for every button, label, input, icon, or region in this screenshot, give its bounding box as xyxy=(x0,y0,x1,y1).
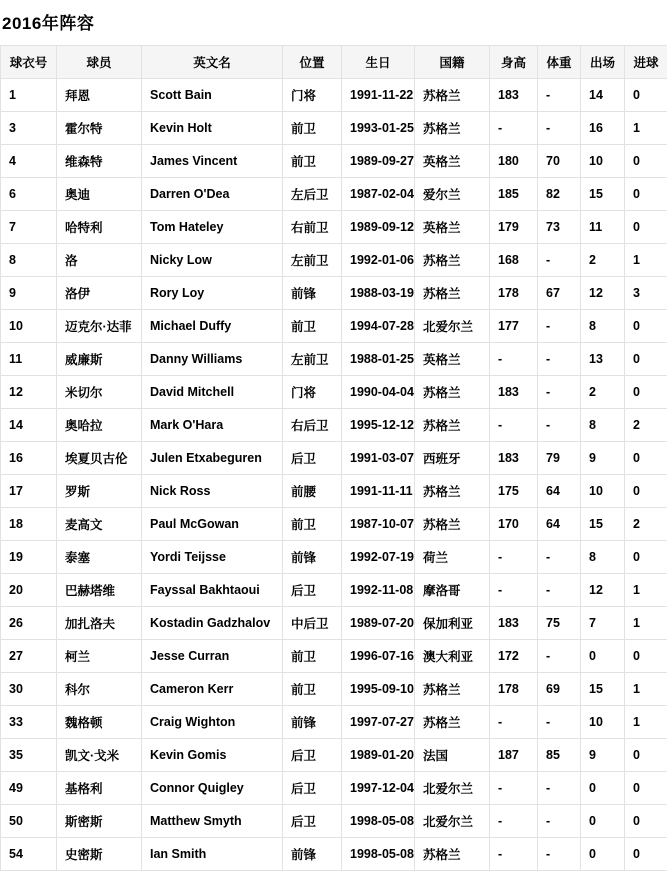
cell-en: Jesse Curran xyxy=(142,640,283,673)
header-row xyxy=(1,46,667,79)
cell-pos: 前卫 xyxy=(283,640,342,673)
cell-apps: 2 xyxy=(581,244,625,277)
cell-apps: 9 xyxy=(581,442,625,475)
cell-en: Kevin Gomis xyxy=(142,739,283,772)
cell-goals: 1 xyxy=(625,706,667,739)
cell-goals: 0 xyxy=(625,838,667,871)
cell-weight: 79 xyxy=(538,442,581,475)
table-row xyxy=(1,310,667,343)
cell-name: 基格利 xyxy=(57,772,142,805)
cell-name: 斯密斯 xyxy=(57,805,142,838)
table-row xyxy=(1,706,667,739)
cell-height: 180 xyxy=(490,145,538,178)
cell-weight: - xyxy=(538,772,581,805)
cell-dob: 1992-01-06 xyxy=(342,244,415,277)
table-row xyxy=(1,277,667,310)
cell-no: 17 xyxy=(1,475,57,508)
cell-weight: 67 xyxy=(538,277,581,310)
cell-dob: 1991-11-11 xyxy=(342,475,415,508)
table-row xyxy=(1,640,667,673)
cell-en: Tom Hateley xyxy=(142,211,283,244)
cell-name: 魏格顿 xyxy=(57,706,142,739)
table-row xyxy=(1,79,667,112)
cell-pos: 左前卫 xyxy=(283,244,342,277)
cell-goals: 0 xyxy=(625,541,667,574)
column-header-no: 球衣号 xyxy=(1,46,57,79)
cell-en: Craig Wighton xyxy=(142,706,283,739)
cell-goals: 1 xyxy=(625,574,667,607)
cell-goals: 2 xyxy=(625,508,667,541)
table-row xyxy=(1,574,667,607)
cell-goals: 0 xyxy=(625,640,667,673)
cell-pos: 后卫 xyxy=(283,739,342,772)
cell-en: James Vincent xyxy=(142,145,283,178)
cell-dob: 1987-02-04 xyxy=(342,178,415,211)
cell-height: 185 xyxy=(490,178,538,211)
cell-goals: 0 xyxy=(625,772,667,805)
cell-apps: 11 xyxy=(581,211,625,244)
squad-table xyxy=(0,45,667,871)
column-header-en: 英文名 xyxy=(142,46,283,79)
cell-dob: 1989-09-27 xyxy=(342,145,415,178)
cell-dob: 1998-05-08 xyxy=(342,838,415,871)
cell-nat: 保加利亚 xyxy=(415,607,490,640)
cell-goals: 1 xyxy=(625,673,667,706)
cell-height: - xyxy=(490,805,538,838)
cell-weight: - xyxy=(538,640,581,673)
cell-apps: 10 xyxy=(581,706,625,739)
cell-weight: - xyxy=(538,805,581,838)
cell-nat: 摩洛哥 xyxy=(415,574,490,607)
cell-name: 米切尔 xyxy=(57,376,142,409)
cell-no: 18 xyxy=(1,508,57,541)
cell-goals: 0 xyxy=(625,805,667,838)
cell-height: 170 xyxy=(490,508,538,541)
cell-nat: 法国 xyxy=(415,739,490,772)
cell-no: 26 xyxy=(1,607,57,640)
cell-apps: 0 xyxy=(581,640,625,673)
table-row xyxy=(1,178,667,211)
cell-no: 10 xyxy=(1,310,57,343)
cell-pos: 前锋 xyxy=(283,277,342,310)
cell-no: 20 xyxy=(1,574,57,607)
cell-dob: 1988-03-19 xyxy=(342,277,415,310)
table-row xyxy=(1,508,667,541)
cell-pos: 门将 xyxy=(283,79,342,112)
cell-pos: 前卫 xyxy=(283,508,342,541)
cell-height: - xyxy=(490,706,538,739)
cell-goals: 0 xyxy=(625,376,667,409)
cell-no: 33 xyxy=(1,706,57,739)
cell-nat: 爱尔兰 xyxy=(415,178,490,211)
cell-no: 6 xyxy=(1,178,57,211)
cell-en: Matthew Smyth xyxy=(142,805,283,838)
cell-pos: 前锋 xyxy=(283,706,342,739)
cell-dob: 1992-11-08 xyxy=(342,574,415,607)
table-row xyxy=(1,673,667,706)
cell-name: 奥迪 xyxy=(57,178,142,211)
cell-nat: 苏格兰 xyxy=(415,706,490,739)
cell-no: 35 xyxy=(1,739,57,772)
cell-apps: 2 xyxy=(581,376,625,409)
cell-goals: 0 xyxy=(625,145,667,178)
cell-en: David Mitchell xyxy=(142,376,283,409)
cell-nat: 苏格兰 xyxy=(415,838,490,871)
cell-name: 加扎洛夫 xyxy=(57,607,142,640)
cell-en: Darren O'Dea xyxy=(142,178,283,211)
table-row xyxy=(1,838,667,871)
cell-height: - xyxy=(490,409,538,442)
cell-no: 1 xyxy=(1,79,57,112)
cell-name: 哈特利 xyxy=(57,211,142,244)
cell-pos: 前锋 xyxy=(283,838,342,871)
cell-weight: - xyxy=(538,112,581,145)
cell-en: Cameron Kerr xyxy=(142,673,283,706)
cell-en: Ian Smith xyxy=(142,838,283,871)
cell-nat: 苏格兰 xyxy=(415,475,490,508)
cell-apps: 15 xyxy=(581,178,625,211)
column-header-pos: 位置 xyxy=(283,46,342,79)
column-header-dob: 生日 xyxy=(342,46,415,79)
cell-en: Connor Quigley xyxy=(142,772,283,805)
cell-weight: 85 xyxy=(538,739,581,772)
cell-no: 11 xyxy=(1,343,57,376)
cell-pos: 前卫 xyxy=(283,112,342,145)
cell-name: 凯文·戈米 xyxy=(57,739,142,772)
table-row xyxy=(1,475,667,508)
table-row xyxy=(1,244,667,277)
cell-pos: 左后卫 xyxy=(283,178,342,211)
cell-no: 30 xyxy=(1,673,57,706)
cell-nat: 苏格兰 xyxy=(415,277,490,310)
table-row xyxy=(1,739,667,772)
cell-apps: 16 xyxy=(581,112,625,145)
cell-pos: 后卫 xyxy=(283,574,342,607)
cell-name: 拜恩 xyxy=(57,79,142,112)
cell-apps: 8 xyxy=(581,409,625,442)
table-row xyxy=(1,772,667,805)
cell-name: 史密斯 xyxy=(57,838,142,871)
cell-pos: 右后卫 xyxy=(283,409,342,442)
cell-apps: 9 xyxy=(581,739,625,772)
cell-height: - xyxy=(490,343,538,376)
cell-apps: 10 xyxy=(581,475,625,508)
cell-en: Yordi Teijsse xyxy=(142,541,283,574)
cell-goals: 1 xyxy=(625,244,667,277)
cell-goals: 0 xyxy=(625,79,667,112)
cell-weight: 73 xyxy=(538,211,581,244)
cell-pos: 前锋 xyxy=(283,541,342,574)
cell-nat: 荷兰 xyxy=(415,541,490,574)
cell-goals: 0 xyxy=(625,343,667,376)
cell-goals: 0 xyxy=(625,475,667,508)
column-header-weight: 体重 xyxy=(538,46,581,79)
table-row xyxy=(1,805,667,838)
cell-no: 8 xyxy=(1,244,57,277)
cell-name: 威廉斯 xyxy=(57,343,142,376)
cell-dob: 1997-12-04 xyxy=(342,772,415,805)
cell-dob: 1987-10-07 xyxy=(342,508,415,541)
cell-weight: 82 xyxy=(538,178,581,211)
cell-pos: 后卫 xyxy=(283,442,342,475)
cell-goals: 0 xyxy=(625,442,667,475)
cell-en: Rory Loy xyxy=(142,277,283,310)
cell-weight: 70 xyxy=(538,145,581,178)
table-row xyxy=(1,112,667,145)
cell-height: - xyxy=(490,541,538,574)
cell-name: 泰塞 xyxy=(57,541,142,574)
cell-no: 7 xyxy=(1,211,57,244)
cell-goals: 0 xyxy=(625,739,667,772)
column-header-name: 球员 xyxy=(57,46,142,79)
cell-dob: 1994-07-28 xyxy=(342,310,415,343)
cell-pos: 前卫 xyxy=(283,145,342,178)
cell-height: 178 xyxy=(490,673,538,706)
cell-height: - xyxy=(490,112,538,145)
cell-name: 维森特 xyxy=(57,145,142,178)
cell-en: Kostadin Gadzhalov xyxy=(142,607,283,640)
cell-dob: 1998-05-08 xyxy=(342,805,415,838)
cell-weight: - xyxy=(538,79,581,112)
cell-en: Nicky Low xyxy=(142,244,283,277)
cell-en: Julen Etxabeguren xyxy=(142,442,283,475)
cell-dob: 1995-09-10 xyxy=(342,673,415,706)
cell-height: 183 xyxy=(490,607,538,640)
cell-height: 179 xyxy=(490,211,538,244)
cell-no: 27 xyxy=(1,640,57,673)
cell-name: 迈克尔·达菲 xyxy=(57,310,142,343)
cell-en: Danny Williams xyxy=(142,343,283,376)
cell-name: 巴赫塔维 xyxy=(57,574,142,607)
cell-weight: - xyxy=(538,409,581,442)
cell-dob: 1991-11-22 xyxy=(342,79,415,112)
cell-nat: 北爱尔兰 xyxy=(415,772,490,805)
cell-name: 奥哈拉 xyxy=(57,409,142,442)
cell-pos: 前腰 xyxy=(283,475,342,508)
cell-height: 172 xyxy=(490,640,538,673)
cell-dob: 1991-03-07 xyxy=(342,442,415,475)
cell-height: 183 xyxy=(490,79,538,112)
cell-dob: 1992-07-19 xyxy=(342,541,415,574)
cell-height: 183 xyxy=(490,442,538,475)
cell-height: 175 xyxy=(490,475,538,508)
table-row xyxy=(1,409,667,442)
cell-apps: 8 xyxy=(581,541,625,574)
cell-no: 9 xyxy=(1,277,57,310)
cell-apps: 0 xyxy=(581,805,625,838)
cell-weight: - xyxy=(538,706,581,739)
cell-weight: 69 xyxy=(538,673,581,706)
cell-apps: 0 xyxy=(581,838,625,871)
cell-height: 187 xyxy=(490,739,538,772)
cell-name: 洛伊 xyxy=(57,277,142,310)
cell-no: 49 xyxy=(1,772,57,805)
cell-name: 洛 xyxy=(57,244,142,277)
cell-goals: 2 xyxy=(625,409,667,442)
cell-no: 12 xyxy=(1,376,57,409)
page-title: 2016年阵容 xyxy=(0,0,667,34)
cell-goals: 0 xyxy=(625,310,667,343)
table-row xyxy=(1,145,667,178)
table-row xyxy=(1,211,667,244)
cell-dob: 1995-12-12 xyxy=(342,409,415,442)
cell-name: 罗斯 xyxy=(57,475,142,508)
cell-name: 柯兰 xyxy=(57,640,142,673)
cell-apps: 8 xyxy=(581,310,625,343)
cell-no: 4 xyxy=(1,145,57,178)
cell-apps: 10 xyxy=(581,145,625,178)
cell-nat: 苏格兰 xyxy=(415,112,490,145)
cell-goals: 1 xyxy=(625,607,667,640)
cell-nat: 苏格兰 xyxy=(415,409,490,442)
cell-goals: 3 xyxy=(625,277,667,310)
cell-pos: 左前卫 xyxy=(283,343,342,376)
cell-pos: 后卫 xyxy=(283,772,342,805)
cell-weight: 64 xyxy=(538,475,581,508)
cell-pos: 前卫 xyxy=(283,310,342,343)
cell-dob: 1989-01-20 xyxy=(342,739,415,772)
cell-dob: 1993-01-25 xyxy=(342,112,415,145)
table-row xyxy=(1,343,667,376)
cell-weight: - xyxy=(538,343,581,376)
cell-dob: 1989-07-20 xyxy=(342,607,415,640)
cell-apps: 15 xyxy=(581,673,625,706)
cell-nat: 苏格兰 xyxy=(415,244,490,277)
column-header-apps: 出场 xyxy=(581,46,625,79)
cell-name: 霍尔特 xyxy=(57,112,142,145)
table-row xyxy=(1,376,667,409)
cell-no: 50 xyxy=(1,805,57,838)
cell-pos: 后卫 xyxy=(283,805,342,838)
cell-height: 177 xyxy=(490,310,538,343)
cell-nat: 英格兰 xyxy=(415,343,490,376)
cell-height: - xyxy=(490,838,538,871)
cell-nat: 北爱尔兰 xyxy=(415,805,490,838)
cell-en: Paul McGowan xyxy=(142,508,283,541)
cell-en: Fayssal Bakhtaoui xyxy=(142,574,283,607)
cell-height: 183 xyxy=(490,376,538,409)
cell-pos: 中后卫 xyxy=(283,607,342,640)
column-header-height: 身高 xyxy=(490,46,538,79)
cell-apps: 13 xyxy=(581,343,625,376)
cell-no: 54 xyxy=(1,838,57,871)
cell-no: 16 xyxy=(1,442,57,475)
cell-weight: - xyxy=(538,376,581,409)
cell-goals: 0 xyxy=(625,211,667,244)
cell-en: Mark O'Hara xyxy=(142,409,283,442)
cell-weight: - xyxy=(538,244,581,277)
cell-en: Michael Duffy xyxy=(142,310,283,343)
cell-dob: 1990-04-04 xyxy=(342,376,415,409)
cell-pos: 前卫 xyxy=(283,673,342,706)
table-body xyxy=(1,79,667,871)
cell-en: Nick Ross xyxy=(142,475,283,508)
cell-height: 178 xyxy=(490,277,538,310)
cell-height: 168 xyxy=(490,244,538,277)
table-row xyxy=(1,541,667,574)
column-header-goals: 进球 xyxy=(625,46,667,79)
cell-pos: 门将 xyxy=(283,376,342,409)
cell-nat: 苏格兰 xyxy=(415,673,490,706)
cell-apps: 15 xyxy=(581,508,625,541)
cell-pos: 右前卫 xyxy=(283,211,342,244)
table-row xyxy=(1,607,667,640)
cell-apps: 12 xyxy=(581,277,625,310)
cell-dob: 1996-07-16 xyxy=(342,640,415,673)
cell-weight: - xyxy=(538,574,581,607)
table-row xyxy=(1,442,667,475)
cell-no: 19 xyxy=(1,541,57,574)
cell-name: 埃夏贝古伦 xyxy=(57,442,142,475)
cell-dob: 1997-07-27 xyxy=(342,706,415,739)
cell-height: - xyxy=(490,574,538,607)
cell-dob: 1989-09-12 xyxy=(342,211,415,244)
cell-en: Kevin Holt xyxy=(142,112,283,145)
cell-apps: 14 xyxy=(581,79,625,112)
column-header-nat: 国籍 xyxy=(415,46,490,79)
cell-nat: 苏格兰 xyxy=(415,79,490,112)
cell-nat: 澳大利亚 xyxy=(415,640,490,673)
cell-nat: 英格兰 xyxy=(415,145,490,178)
cell-weight: 75 xyxy=(538,607,581,640)
cell-no: 3 xyxy=(1,112,57,145)
cell-weight: - xyxy=(538,838,581,871)
cell-nat: 英格兰 xyxy=(415,211,490,244)
cell-goals: 1 xyxy=(625,112,667,145)
cell-no: 14 xyxy=(1,409,57,442)
table-header xyxy=(1,46,667,79)
cell-nat: 苏格兰 xyxy=(415,376,490,409)
cell-goals: 0 xyxy=(625,178,667,211)
cell-name: 科尔 xyxy=(57,673,142,706)
cell-apps: 7 xyxy=(581,607,625,640)
cell-name: 麦高文 xyxy=(57,508,142,541)
cell-nat: 北爱尔兰 xyxy=(415,310,490,343)
cell-weight: - xyxy=(538,310,581,343)
cell-nat: 苏格兰 xyxy=(415,508,490,541)
cell-weight: 64 xyxy=(538,508,581,541)
cell-weight: - xyxy=(538,541,581,574)
cell-apps: 12 xyxy=(581,574,625,607)
cell-apps: 0 xyxy=(581,772,625,805)
cell-nat: 西班牙 xyxy=(415,442,490,475)
cell-height: - xyxy=(490,772,538,805)
cell-en: Scott Bain xyxy=(142,79,283,112)
cell-dob: 1988-01-25 xyxy=(342,343,415,376)
